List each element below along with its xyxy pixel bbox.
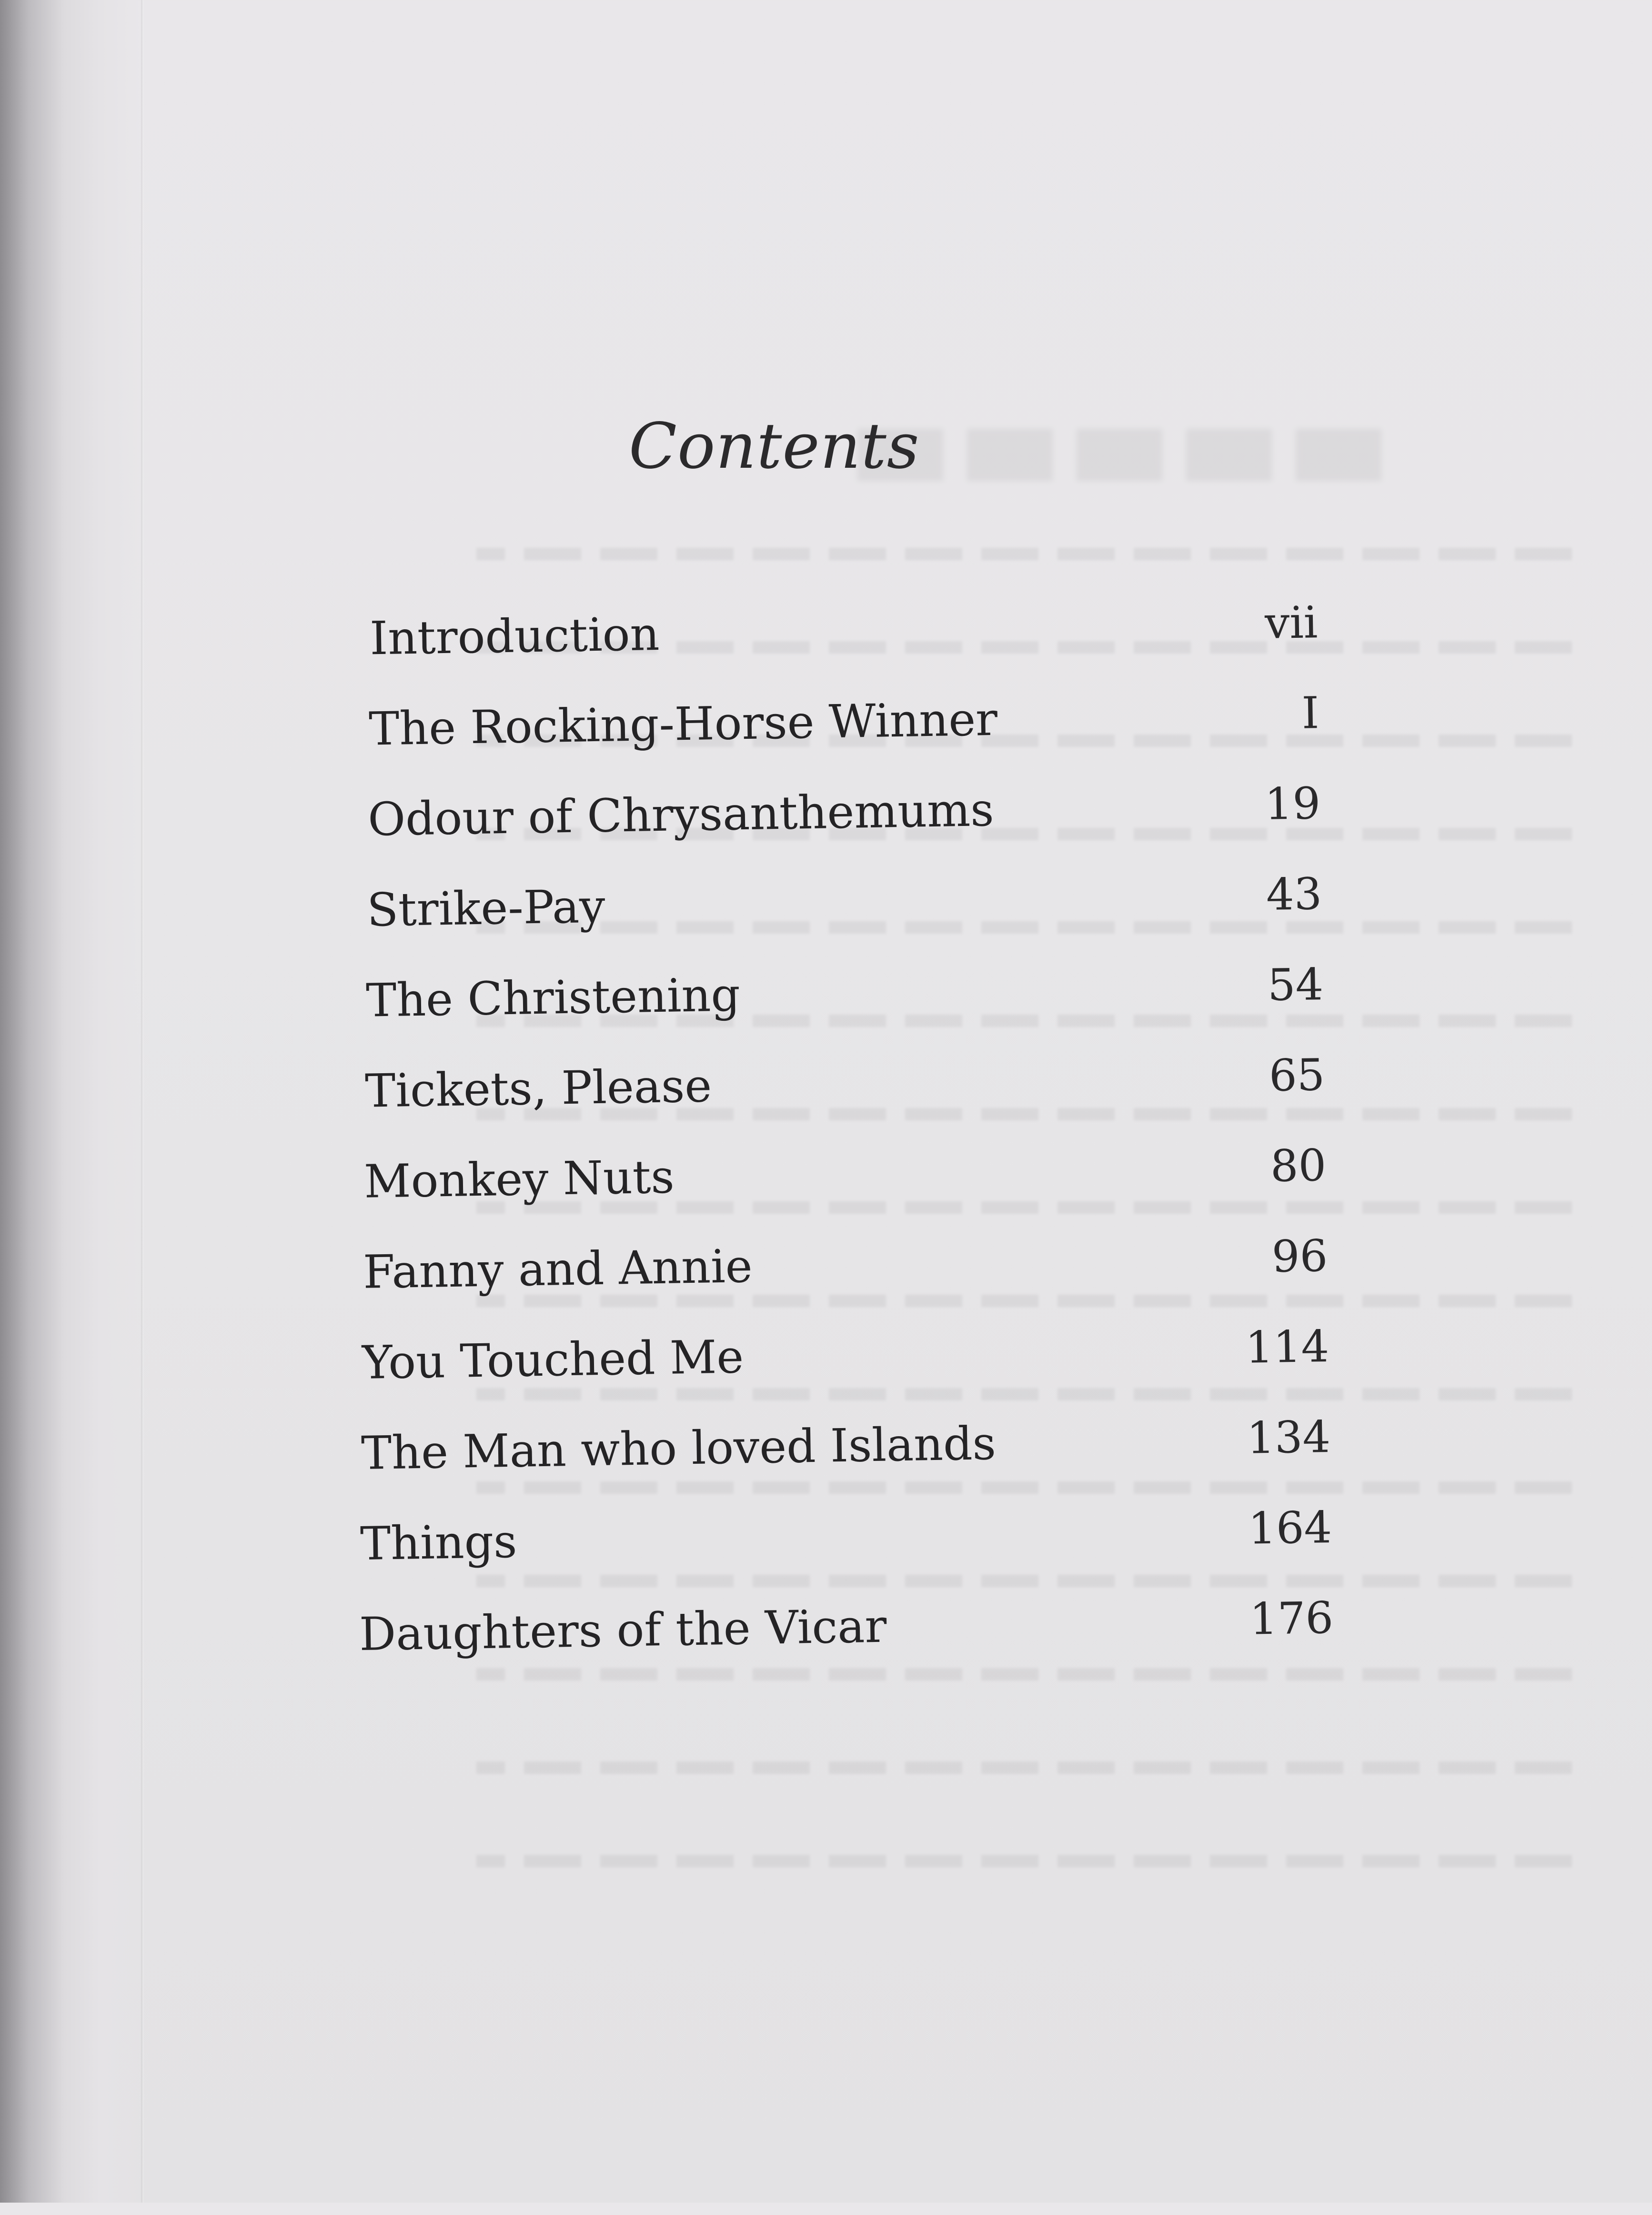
- toc-entry: [0, 1044, 1652, 1137]
- toc-entry-title: You Touched Me: [362, 1330, 744, 1389]
- toc-entry-title: Daughters of the Vicar: [359, 1599, 887, 1661]
- toc-entry: [6, 1406, 1652, 1499]
- toc-entry: [9, 1587, 1652, 1680]
- toc-entry-page: 114: [1245, 1320, 1330, 1373]
- toc-entry: [0, 863, 1650, 956]
- toc-entry-page: 176: [1249, 1592, 1334, 1645]
- toc-entry-page: 19: [1264, 778, 1321, 830]
- toc-entry: [0, 592, 1646, 684]
- toc-entry-title: Tickets, Please: [364, 1059, 712, 1118]
- toc-entry-page: I: [1301, 687, 1320, 739]
- toc-entry-title: Monkey Nuts: [363, 1150, 675, 1208]
- toc-entry-page: 164: [1248, 1501, 1332, 1554]
- toc-entry: [4, 1316, 1652, 1408]
- toc-entry-page: 134: [1246, 1411, 1331, 1464]
- contents-heading: Contents: [629, 410, 920, 483]
- toc-entry-page: 65: [1269, 1049, 1325, 1101]
- toc-entry: [3, 1225, 1652, 1318]
- toc-entry-page: 80: [1270, 1140, 1327, 1192]
- toc-entry: [0, 682, 1647, 775]
- toc-entry-page: vii: [1264, 597, 1318, 649]
- toc-entry: [2, 1135, 1652, 1227]
- toc-entry-title: Fanny and Annie: [363, 1239, 753, 1299]
- toc-entry-page: 96: [1271, 1230, 1328, 1282]
- toc-entry: [7, 1497, 1652, 1589]
- toc-entry-title: The Christening: [365, 968, 741, 1027]
- toc-entry-title: The Man who loved Islands: [361, 1416, 997, 1480]
- toc-entry-title: Things: [360, 1514, 518, 1571]
- toc-entry-title: Strike-Pay: [366, 879, 606, 937]
- toc-entry-page: 43: [1266, 868, 1322, 920]
- toc-entry-page: 54: [1267, 959, 1324, 1011]
- toc-entry-title: Odour of Chrysanthemums: [367, 783, 995, 846]
- toc-entry: [0, 773, 1649, 865]
- toc-entry: [0, 954, 1652, 1046]
- toc-entry-title: The Rocking-Horse Winner: [368, 692, 998, 756]
- toc-entry-title: Introduction: [369, 607, 660, 665]
